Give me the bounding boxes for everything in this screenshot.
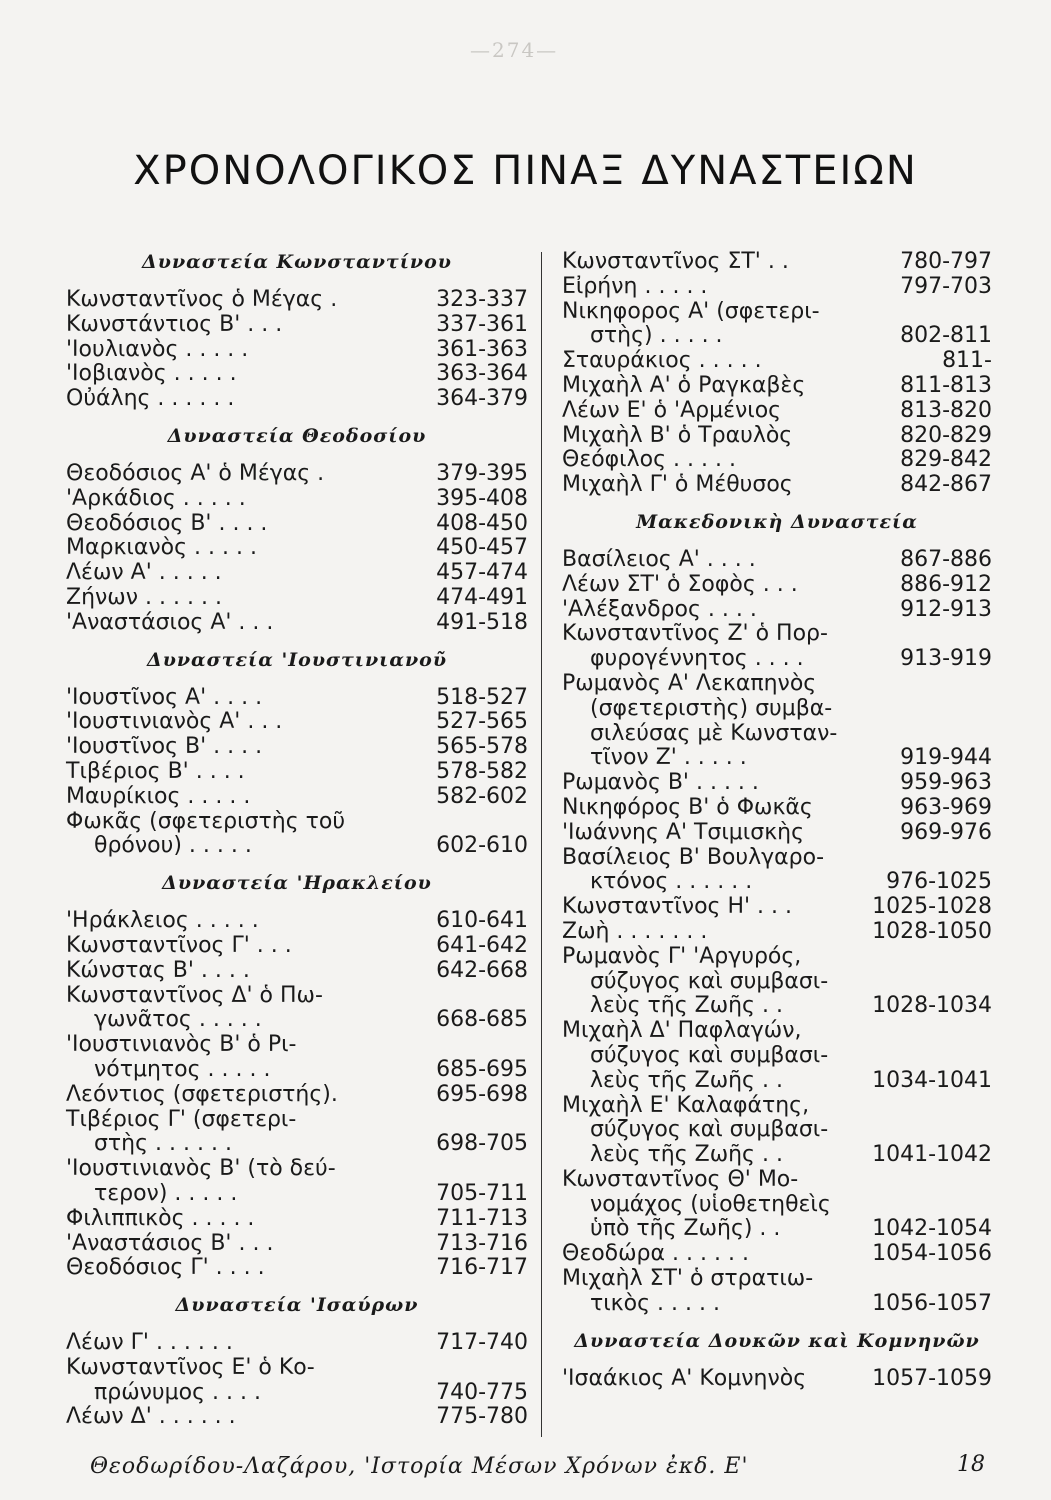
ruler-entry: [562, 573, 992, 598]
ruler-name: Κωνσταντῖνος ΣΤ' . .: [562, 249, 789, 274]
ruler-name: Μιχαὴλ Ε' Καλαφάτης, σύζυγος καὶ συμβασι- λεὺς τῆς Ζωῆς . .: [562, 1092, 829, 1168]
reign-years: 582-602: [436, 783, 528, 809]
ruler-name: Κωνσταντῖνος Η' . . .: [562, 894, 793, 920]
ruler-name: Τιβέριος Γ' (σφετερι- στὴς . . . . . .: [66, 1106, 297, 1157]
ruler-entry: [562, 920, 992, 945]
ruler-name: 'Ιωάννης Α' Τσιμισκὴς: [562, 819, 805, 845]
reign-years: 491-518: [436, 609, 528, 635]
reign-years: 379-395: [436, 460, 528, 486]
dynasty-heading: Δυναστεία Δουκῶν καὶ Κομνηνῶν: [574, 1329, 980, 1352]
ruler-entry: [562, 448, 992, 473]
ruler-entry: [66, 984, 528, 1034]
ruler-entry: [66, 611, 528, 636]
ruler-name: Μιχαὴλ Α' ὁ Ραγκαβὲς: [562, 372, 806, 398]
left-column: [66, 250, 528, 1430]
ruler-name: 'Ισαάκιος Α' Κομνηνὸς: [562, 1365, 807, 1391]
page-number: 18: [957, 1452, 985, 1477]
ruler-name: Θεοδόσιος Γ' . . . .: [66, 1255, 265, 1281]
ruler-entry: [562, 895, 992, 920]
ruler-name: Θεόφιλος . . . . .: [562, 447, 736, 473]
ruler-entry: [562, 1267, 992, 1317]
ruler-entry: [66, 934, 528, 959]
ruler-name: Θεοδόσιος Α' ὁ Μέγας .: [66, 460, 325, 486]
ruler-name: 'Ιουστῖνος Β' . . . .: [66, 734, 263, 760]
reign-years: 717-740: [436, 1330, 528, 1356]
ruler-name: 'Ιουστῖνος Α' . . . .: [66, 684, 263, 710]
ruler-entry: [66, 1256, 528, 1281]
ruler-entry: [562, 796, 992, 821]
reign-years: 976-1025: [886, 869, 992, 895]
reign-years: 842-867: [900, 472, 992, 498]
ruler-name: 'Ιουλιανὸς . . . . .: [66, 336, 249, 362]
ruler-name: Λέων Δ' . . . . . .: [66, 1404, 236, 1430]
ruler-entry: [66, 288, 528, 313]
ruler-name: Λεόντιος (σφετεριστής).: [66, 1081, 338, 1107]
ruler-name: Ζωὴ . . . . . . .: [562, 918, 708, 944]
ruler-entry: [66, 313, 528, 338]
reign-years: 775-780: [436, 1404, 528, 1430]
page-title: ΧΡΟΝΟΛΟΓΙΚΟΣ ΠΙΝΑΞ ΔΥΝΑΣΤΕΙΩΝ: [133, 148, 918, 194]
ruler-entry: [66, 735, 528, 760]
reign-years: 959-963: [900, 770, 992, 796]
ruler-name: Νικηφορος Α' (σφετερι- στὴς) . . . . .: [562, 298, 820, 349]
ghost-page-number: —274—: [470, 38, 559, 62]
ruler-name: Φωκᾶς (σφετεριστὴς τοῦ θρόνου) . . . . .: [66, 808, 346, 859]
ruler-entry: [66, 710, 528, 735]
ruler-name: 'Αρκάδιος . . . . .: [66, 485, 246, 511]
ruler-entry: [66, 536, 528, 561]
reign-years: 685-695: [436, 1056, 528, 1082]
ruler-name: 'Αλέξανδρος . . . .: [562, 596, 757, 622]
reign-years: 969-976: [900, 819, 992, 845]
ruler-name: 'Ιουστινιανὸς Β' (τὸ δεύ- τερον) . . . . .: [66, 1156, 336, 1206]
reign-years: 797-703: [900, 273, 992, 299]
ruler-entry: [562, 275, 992, 300]
ruler-name: Μιχαὴλ Β' ὁ Τραυλὸς: [562, 422, 793, 448]
reign-years: 740-775: [436, 1379, 528, 1405]
reign-years: 1028-1034: [872, 993, 992, 1019]
reign-years: 518-527: [436, 684, 528, 710]
ruler-name: Κωνσταντῖνος Δ' ὁ Πω- γωνᾶτος . . . . .: [66, 982, 323, 1033]
footer-citation: Θεοδωρίδου-Λαζάρου, 'Ιστορία Μέσων Χρόνων ἐκδ. Ε': [90, 1454, 749, 1479]
ruler-name: Λέων Α' . . . . .: [66, 560, 222, 586]
ruler-entry: [562, 846, 992, 896]
ruler-name: Σταυράκιος . . . . .: [562, 348, 762, 374]
ruler-name: Κωνσταντῖνος Θ' Μο- νομάχος (υἱοθετηθεὶς ὑπὸ τῆς Ζωῆς) . .: [562, 1166, 831, 1242]
ruler-name: Ρωμανὸς Α' Λεκαπηνὸς (σφετεριστὴς) συμβα- σιλεύσας μὲ Κωνσταν- τῖνον Ζ' . . . . .: [562, 670, 838, 771]
ruler-name: Μιχαὴλ Δ' Παφλαγών, σύζυγος καὶ συμβασι- λεὺς τῆς Ζωῆς . .: [562, 1018, 829, 1093]
reign-years: 711-713: [436, 1205, 528, 1231]
reign-years: 867-886: [900, 546, 992, 572]
reign-years: 811-: [942, 348, 992, 374]
ruler-entry: [66, 1232, 528, 1257]
reign-years: 527-565: [436, 709, 528, 735]
ruler-name: 'Ηράκλειος . . . . .: [66, 908, 259, 934]
reign-years: 913-919: [900, 646, 992, 672]
ruler-name: Κωνσταντῖνος Ε' ὁ Κο- πρώνυμος . . . .: [66, 1354, 315, 1405]
ruler-name: Νικηφόρος Β' ὁ Φωκᾶς: [562, 794, 813, 820]
reign-years: 602-610: [436, 833, 528, 859]
ruler-name: Κώνστας Β' . . . .: [66, 957, 250, 983]
dynasty-heading: Δυναστεία Θεοδοσίου: [167, 424, 427, 447]
reign-years: 811-813: [900, 372, 992, 398]
reign-years: 695-698: [436, 1081, 528, 1107]
reign-years: 1057-1059: [872, 1365, 992, 1391]
ruler-entry: [562, 598, 992, 623]
ruler-entry: [66, 561, 528, 586]
ruler-name: Οὐάλης . . . . . .: [66, 386, 235, 412]
reign-years: 1034-1041: [872, 1067, 992, 1093]
ruler-entry: [66, 487, 528, 512]
ruler-name: 'Ιοβιανὸς . . . . .: [66, 361, 237, 387]
ruler-name: 'Αναστάσιος Α' . . .: [66, 609, 274, 635]
ruler-entry: [66, 362, 528, 387]
reign-years: 1042-1054: [872, 1216, 992, 1242]
ruler-name: Κωνστάντιος Β' . . .: [66, 311, 283, 337]
ruler-entry: [562, 250, 992, 275]
ruler-entry: [66, 1356, 528, 1406]
ruler-entry: [562, 374, 992, 399]
reign-years: 364-379: [436, 386, 528, 412]
reign-years: 450-457: [436, 535, 528, 561]
ruler-entry: [66, 760, 528, 785]
ruler-name: Μιχαὴλ ΣΤ' ὁ στρατιω- τικὸς . . . . .: [562, 1266, 814, 1316]
ruler-entry: [66, 959, 528, 984]
reign-years: 963-969: [900, 794, 992, 820]
reign-years: 716-717: [436, 1255, 528, 1281]
ruler-entry: [66, 1033, 528, 1083]
reign-years: 829-842: [900, 447, 992, 473]
reign-years: 578-582: [436, 758, 528, 784]
ruler-entry: [562, 1019, 992, 1093]
ruler-entry: [562, 300, 992, 350]
ruler-entry: [66, 1157, 528, 1207]
ruler-entry: [562, 771, 992, 796]
reign-years: 363-364: [436, 361, 528, 387]
ruler-name: Βασίλειος Β' Βουλγαρο- κτόνος . . . . . .: [562, 844, 825, 895]
ruler-name: Μαρκιανὸς . . . . .: [66, 535, 257, 561]
reign-years: 457-474: [436, 560, 528, 586]
reign-years: 408-450: [436, 510, 528, 536]
ruler-name: Ρωμανὸς Γ' 'Αργυρός, σύζυγος καὶ συμβασι- λεὺς τῆς Ζωῆς . .: [562, 943, 829, 1019]
dynasty-heading: Δυναστεία 'Ισαύρων: [175, 1294, 419, 1317]
reign-years: 886-912: [900, 571, 992, 597]
ruler-name: Λέων Γ' . . . . . .: [66, 1330, 233, 1356]
ruler-entry: [66, 586, 528, 611]
ruler-entry: [562, 424, 992, 449]
ruler-name: Κωνσταντῖνος ὁ Μέγας .: [66, 287, 338, 312]
ruler-entry: [562, 548, 992, 573]
ruler-name: Βασίλειος Α' . . . .: [562, 546, 756, 572]
reign-years: 565-578: [436, 734, 528, 760]
ruler-name: 'Ιουστινιανὸς Α' . . .: [66, 709, 283, 735]
reign-years: 337-361: [436, 311, 528, 337]
reign-years: 820-829: [900, 422, 992, 448]
ruler-entry: [562, 1367, 992, 1392]
ruler-name: 'Ιουστινιανὸς Β' ὁ Ρι- νότμητος . . . . .: [66, 1032, 297, 1082]
reign-years: 641-642: [436, 932, 528, 958]
reign-years: 642-668: [436, 957, 528, 983]
ruler-entry: [562, 1094, 992, 1168]
ruler-entry: [66, 909, 528, 934]
reign-years: 713-716: [436, 1230, 528, 1256]
ruler-name: Εἰρήνη . . . . .: [562, 273, 708, 299]
ruler-entry: [66, 1405, 528, 1430]
reign-years: 1025-1028: [872, 894, 992, 920]
ruler-entry: [562, 945, 992, 1019]
dynasty-heading: Δυναστεία Κωνσταντίνου: [142, 251, 452, 273]
reign-years: 323-337: [436, 287, 528, 312]
ruler-entry: [66, 512, 528, 537]
reign-years: 780-797: [900, 249, 992, 274]
ruler-name: Μιχαὴλ Γ' ὁ Μέθυσος: [562, 472, 793, 498]
reign-years: 668-685: [436, 1007, 528, 1033]
reign-years: 610-641: [436, 908, 528, 934]
dynasty-heading: Δυναστεία 'Ιουστινιανοῦ: [146, 648, 448, 671]
ruler-entry: [562, 1168, 992, 1242]
ruler-entry: [66, 1083, 528, 1108]
ruler-entry: [66, 338, 528, 363]
dynasty-heading: Δυναστεία 'Ηρακλείου: [162, 872, 432, 895]
ruler-name: Φιλιππικὸς . . . . .: [66, 1205, 255, 1231]
reign-years: 698-705: [436, 1131, 528, 1157]
ruler-name: Θεοδώρα . . . . . .: [562, 1241, 749, 1267]
ruler-entry: [66, 785, 528, 810]
ruler-name: Ρωμανὸς Β' . . . . .: [562, 770, 759, 796]
ruler-name: Ζήνων . . . . . .: [66, 584, 222, 610]
ruler-entry: [66, 387, 528, 412]
column-divider: [541, 252, 542, 1437]
ruler-entry: [66, 686, 528, 711]
ruler-entry: [66, 462, 528, 487]
ruler-entry: [562, 473, 992, 498]
ruler-name: Λέων ΣΤ' ὁ Σοφὸς . . .: [562, 571, 798, 597]
reign-years: 1054-1056: [872, 1241, 992, 1267]
ruler-entry: [562, 672, 992, 771]
reign-years: 1028-1050: [872, 918, 992, 944]
ruler-name: Λέων Ε' ὁ 'Αρμένιος: [562, 397, 782, 423]
ruler-name: Κωνσταντῖνος Ζ' ὁ Πορ- φυρογέννητος . . . .: [562, 621, 828, 672]
reign-years: 474-491: [436, 584, 528, 610]
reign-years: 919-944: [900, 745, 992, 771]
reign-years: 1041-1042: [872, 1142, 992, 1168]
reign-years: 1056-1057: [872, 1290, 992, 1316]
ruler-entry: [66, 1207, 528, 1232]
ruler-name: Μαυρίκιος . . . . .: [66, 783, 251, 809]
ruler-entry: [66, 1108, 528, 1158]
reign-years: 802-811: [900, 323, 992, 349]
ruler-entry: [562, 399, 992, 424]
ruler-entry: [562, 622, 992, 672]
ruler-entry: [562, 349, 992, 374]
right-column: [562, 250, 992, 1391]
ruler-entry: [562, 1242, 992, 1267]
reign-years: 361-363: [436, 336, 528, 362]
ruler-name: Τιβέριος Β' . . . .: [66, 758, 245, 784]
ruler-entry: [66, 810, 528, 860]
reign-years: 813-820: [900, 397, 992, 423]
reign-years: 705-711: [436, 1180, 528, 1206]
ruler-entry: [562, 821, 992, 846]
ruler-name: Θεοδόσιος Β' . . . .: [66, 510, 268, 536]
ruler-entry: [66, 1331, 528, 1356]
ruler-name: 'Αναστάσιος Β' . . .: [66, 1230, 274, 1256]
reign-years: 395-408: [436, 485, 528, 511]
ruler-name: Κωνσταντῖνος Γ' . . .: [66, 932, 292, 958]
reign-years: 912-913: [900, 596, 992, 622]
dynasty-heading: Μακεδονικὴ Δυναστεία: [636, 510, 918, 533]
